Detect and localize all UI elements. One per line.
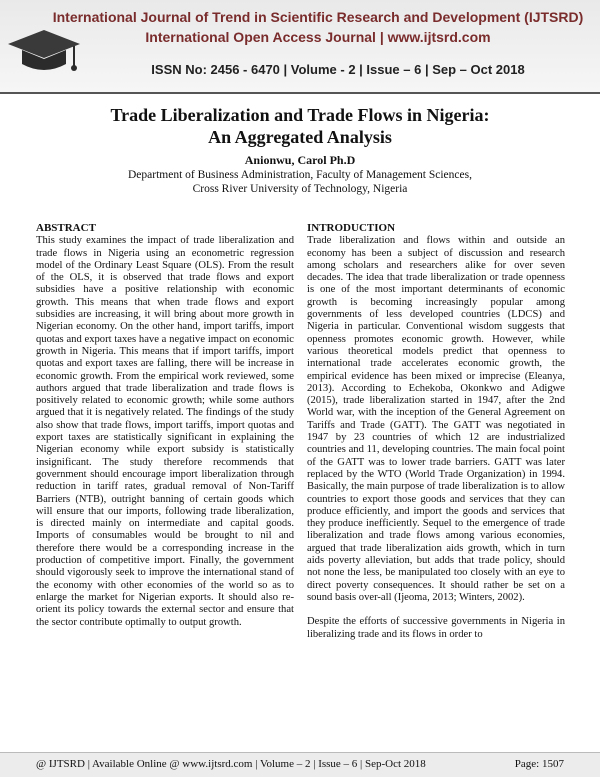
affiliation-line2: Cross River University of Technology, Nigeria: [192, 183, 408, 195]
journal-subtitle: International Open Access Journal | www.ijtsrd.com: [145, 29, 491, 45]
introduction-paragraph-2: Despite the efforts of successive governments in Nigeria in liberalizing trade and its flows in order to: [307, 616, 565, 640]
right-column: [307, 222, 565, 653]
abstract-heading: ABSTRACT: [36, 222, 96, 234]
affiliation-line1: Department of Business Administration, Faculty of Management Sciences,: [128, 169, 472, 181]
issn-line: ISSN No: 2456 - 6470 | Volume - 2 | Issue – 6 | Sep – Oct 2018: [151, 62, 525, 77]
header-divider: [0, 92, 600, 94]
page-number: Page: 1507: [514, 758, 564, 770]
author-affiliation: [20, 168, 580, 196]
paper-author: Anionwu, Carol Ph.D: [244, 153, 356, 167]
abstract-text: This study examines the impact of trade liberalization and trade flows in Nigeria using an econometric regression model of the Ordinary Least Square (OLS). From the result of the OLS, it is observed that trade flows and export subsidies have a positive relationship with economic growth. This means that when trade flows and export subsidies are increasing, it will bring about more growth in Nigerian economy. On the other hand, import tariffs, import quotas and export taxes have a negative impact on economic growth in Nigeria. This means that if import tariffs, import quotas and export taxes are falling, there will be increase in economic growth. From the empirical work reviewed, some authors argued that trade liberalization and trade flows is positively related to economic growth; while some authors argued that it is negatively related. The findings of the study also show that trade flows, import tariffs, import quotas and export taxes are statistically significant in explaining the Nigerian economy while export subsidy is statistically insignificant. The study therefore recommends that government should encourage import liberalization through reduction in tariff rates, gradual removal of Non-Tariff Barriers (NTB), outright banning of certain goods which will ensure that our imports, following trade liberalization, is directed mainly on intermediate and capital goods. Imports of consumables would be brought to nil and therefore there would be a corresponding increase in the production of competitive import. Finally, the government should vigorously seek to improve the international stand of the economy with other economies of the world so as to enlarge the market for Nigerian exports. It should also re-orient its policy towards the external sector and ensure that the sector contribute optimally to output growth.: [36, 235, 294, 628]
journal-name: International Journal of Trend in Scientific Research and Development (IJTSRD): [52, 9, 584, 25]
paper-title-line2: An Aggregated Analysis: [208, 127, 392, 147]
introduction-paragraph-1: Trade liberalization and flows within and outside an economy has been a subject of discussion and research among scholars and researchers alike for over seven decades. The idea that trade liberalization or trade openness is one of the most important determinants of economic growth is becoming increasingly popular among governments of less developed countries (LDCS) and Nigeria in particular. Conventional wisdom suggests that openness promotes economic growth. However, while various theoretical models predict that openness to international trade accelerates economic growth, the empirical evidence has been mixed or imprecise (Eleanya, 2013). According to Echekoba, Okonkwo and Adigwe (2015), trade liberalization started in 1947, after the 2nd World war, with the inception of the General Agreement on Tariffs and Trade (GATT). The GATT was negotiated in 1947 by 23 countries of which 12 are industrialized countries and 11, developing countries. The main focal point of the GATT was to lower trade barriers. GATT was later replaced by the WTO (World Trade Organization) in 1994. Basically, the main purpose of trade liberalization is to allow countries to export those goods and services that they can produce efficiently, and import the goods and services that they produce inefficiently. Sequel to the emergence of trade liberalization and trade flows among various economies, argued that trade liberalization aids growth, which in turn aids poverty alleviation, but adds that trade policy, should not none the less, be manipulated too closely with an eye to direct poverty consequences. It should rather be set on a sound basis over-all (Ijeoma, 2013; Winters, 2002).: [307, 235, 565, 603]
introduction-heading: INTRODUCTION: [307, 222, 396, 234]
page-footer: [0, 752, 600, 777]
paper-title: [20, 104, 580, 148]
footer-citation: @ IJTSRD | Available Online @ www.ijtsrd.com | Volume – 2 | Issue – 6 | Sep-Oct 2018: [36, 758, 426, 770]
journal-header: [0, 0, 600, 92]
paper-title-line1: Trade Liberalization and Trade Flows in Nigeria:: [110, 105, 490, 125]
left-column: [36, 222, 294, 641]
